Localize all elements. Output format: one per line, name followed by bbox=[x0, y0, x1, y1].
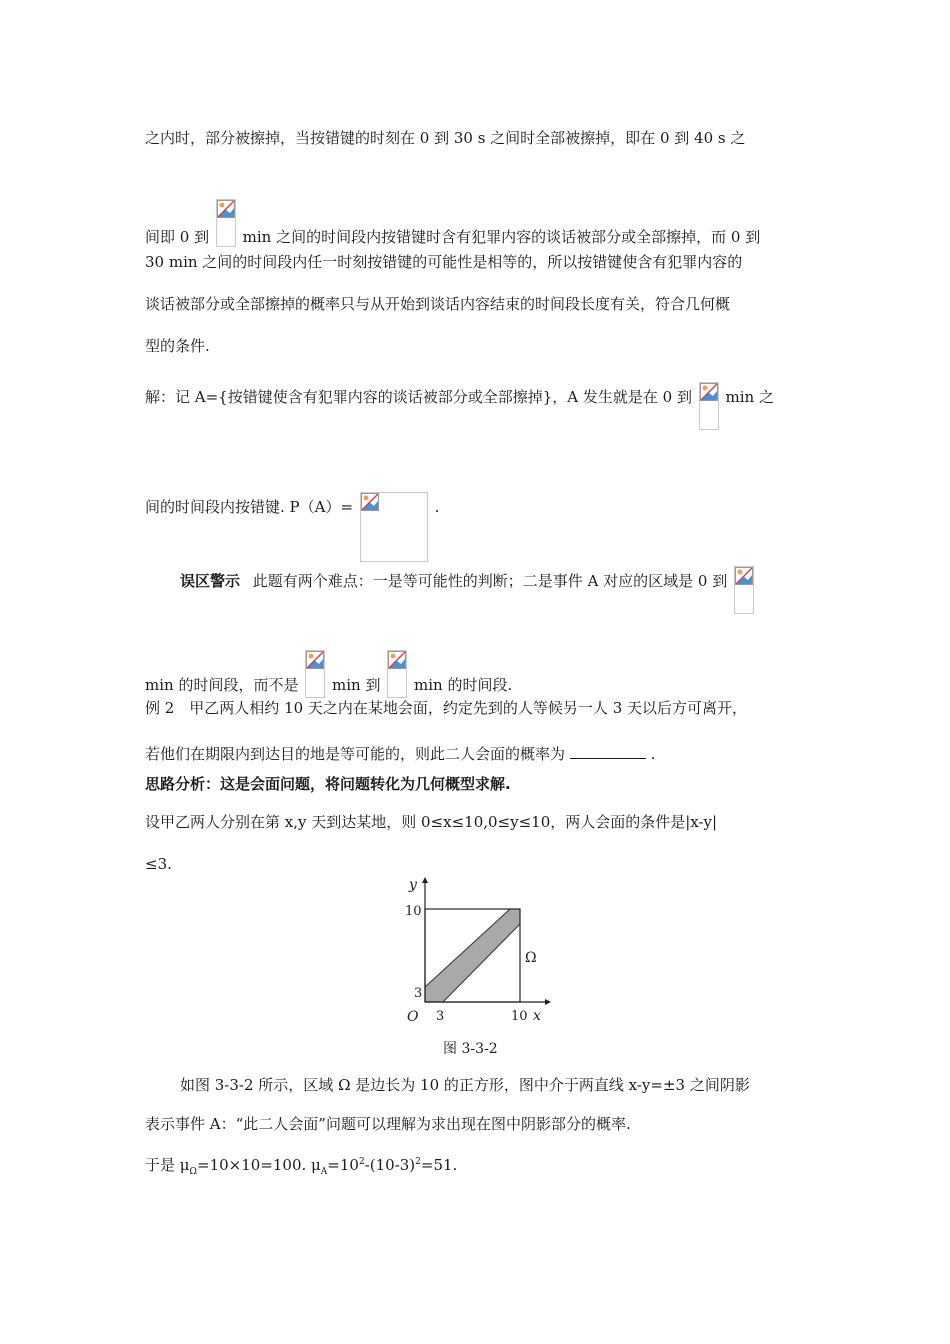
superscript-2: 2 bbox=[415, 1157, 421, 1167]
formula-image-placeholder bbox=[699, 382, 719, 430]
text-segment: =51. bbox=[420, 1156, 458, 1174]
text-line-12: 思路分析：这是会面问题，将问题转化为几何概型求解. bbox=[145, 775, 511, 793]
tick-label-10-y: 10 bbox=[405, 904, 422, 919]
text-line-10: 例 2 甲乙两人相约 10 天之内在某地会面，约定先到的人等候另一人 3 天以后方可离开， bbox=[145, 699, 748, 717]
answer-blank bbox=[570, 744, 646, 759]
text-line-6 bbox=[145, 382, 774, 430]
broken-image-icon bbox=[700, 383, 718, 401]
broken-image-icon bbox=[361, 493, 379, 511]
origin-label: O bbox=[407, 1009, 419, 1025]
text-segment: 间即 0 到 bbox=[145, 228, 210, 246]
formula-image-placeholder bbox=[216, 199, 236, 247]
broken-image-icon bbox=[388, 651, 406, 669]
text-line-5: 型的条件. bbox=[145, 337, 210, 355]
tick-label-3-y: 3 bbox=[414, 986, 423, 1001]
text-line-11 bbox=[145, 744, 655, 764]
text-segment: 间的时间段内按错键. P（A）= bbox=[145, 498, 354, 516]
text-line-3: 30 min 之间的时间段内任一时刻按错键的可能性是相等的，所以按错键使含有犯罪内容的 bbox=[145, 253, 743, 271]
y-axis-arrow bbox=[422, 877, 428, 883]
text-line-8 bbox=[180, 566, 756, 614]
text-line-4: 谈话被部分或全部擦掉的概率只与从开始到谈话内容结束的时间段长度有关，符合几何概 bbox=[145, 295, 731, 313]
meeting-problem-diagram bbox=[395, 875, 555, 1030]
text-segment: 若他们在期限内到达目的地是等可能的，则此二人会面的概率为 bbox=[145, 745, 566, 763]
text-line-9 bbox=[145, 650, 512, 698]
tick-label-10-x: 10 bbox=[511, 1009, 528, 1024]
text-segment: . bbox=[434, 498, 440, 516]
text-segment: min 之间的时间段内按错键时含有犯罪内容的谈话被部分或全部擦掉，而 0 到 bbox=[242, 228, 761, 246]
subscript-omega: Ω bbox=[189, 1167, 197, 1177]
text-segment: -(10-3) bbox=[364, 1156, 416, 1174]
text-segment: min 之 bbox=[725, 388, 774, 406]
text-segment: . bbox=[650, 745, 656, 763]
text-segment: =10 bbox=[327, 1156, 359, 1174]
text-line-17 bbox=[145, 1152, 457, 1182]
text-line-14: ≤3. bbox=[145, 855, 172, 873]
formula-image-placeholder bbox=[734, 566, 754, 614]
text-segment: =10×10=100. μ bbox=[197, 1156, 321, 1174]
figure-caption: 图 3-3-2 bbox=[443, 1041, 498, 1057]
text-segment: min 到 bbox=[332, 676, 381, 694]
text-segment: 解：记 A={按错键使含有犯罪内容的谈话被部分或全部擦掉}，A 发生就是在 0 到 bbox=[145, 388, 692, 406]
text-line-7 bbox=[145, 492, 439, 562]
formula-image-placeholder bbox=[360, 492, 428, 562]
formula-image-placeholder bbox=[387, 650, 407, 698]
superscript-2: 2 bbox=[358, 1157, 365, 1167]
shaded-region bbox=[425, 909, 520, 1002]
text-segment: min 的时间段. bbox=[414, 676, 513, 694]
region-label: Ω bbox=[525, 950, 537, 966]
geometry-figure bbox=[395, 875, 555, 1034]
text-segment: 于是 μ bbox=[145, 1156, 190, 1174]
formula-image-placeholder bbox=[305, 650, 325, 698]
text-segment: min 的时间段，而不是 bbox=[145, 676, 299, 694]
warning-label: 误区警示 bbox=[180, 572, 241, 590]
x-axis-label: x bbox=[533, 1008, 541, 1024]
text-line-1: 之内时，部分被擦掉，当按错键的时刻在 0 到 30 s 之间时全部被擦掉，即在 0 到 40 s 之 bbox=[145, 129, 746, 147]
y-axis-label: y bbox=[409, 877, 417, 893]
broken-image-icon bbox=[217, 200, 235, 218]
text-line-15: 如图 3-3-2 所示，区域 Ω 是边长为 10 的正方形，图中介于两直线 x-y=±3 之间阴影 bbox=[180, 1076, 750, 1094]
broken-image-icon bbox=[306, 651, 324, 669]
text-segment: 此题有两个难点：一是等可能性的判断；二是事件 A 对应的区域是 0 到 bbox=[252, 572, 728, 590]
text-line-13: 设甲乙两人分别在第 x,y 天到达某地，则 0≤x≤10,0≤y≤10，两人会面的条件是|x-y| bbox=[145, 813, 718, 831]
tick-label-3-x: 3 bbox=[436, 1009, 445, 1024]
x-axis-arrow bbox=[545, 999, 551, 1005]
text-line-2 bbox=[145, 199, 760, 247]
subscript-a: A bbox=[320, 1167, 328, 1177]
text-line-16: 表示事件 A：“此二人会面”问题可以理解为求出现在图中阴影部分的概率. bbox=[145, 1115, 631, 1133]
broken-image-icon bbox=[735, 567, 753, 585]
